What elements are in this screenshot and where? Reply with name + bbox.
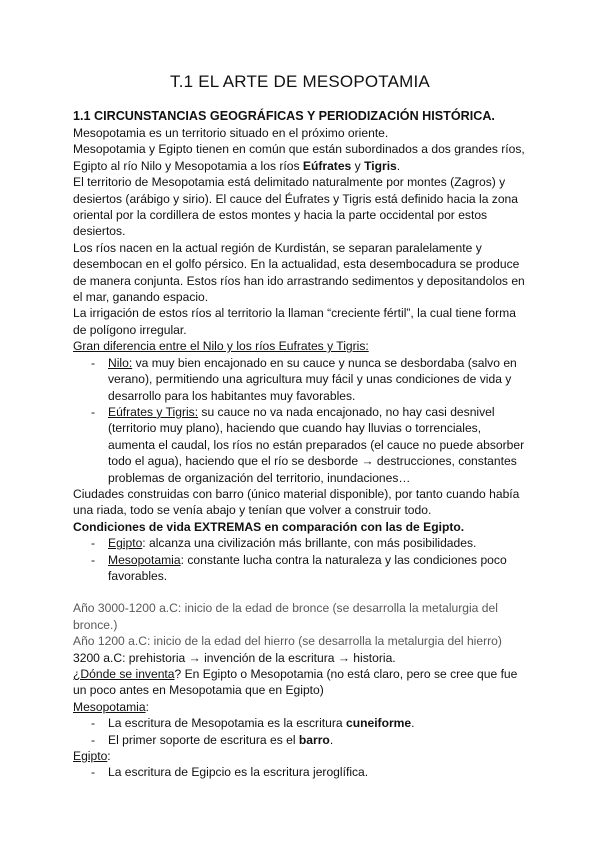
text-run: :: [107, 749, 111, 764]
paragraph: La irrigación de estos ríos al territorio la llaman “creciente fértil”, la cual tiene forma de polígono irregular.: [73, 306, 516, 337]
list-item-label: Egipto: [108, 536, 143, 551]
list-item-label: Mesopotamia: [108, 552, 181, 567]
subheading-egipto: [73, 748, 528, 764]
list-item: [91, 764, 528, 780]
mesopotamia-list: [73, 715, 528, 748]
text-run: .: [329, 732, 334, 747]
subheading-label: Mesopotamia: [73, 699, 146, 714]
chronology-line: Año 3000-1200 a.C: inicio de la edad de bronce (se desarrolla la metalurgia del bronce.): [73, 601, 498, 632]
list-item-text: : constante lucha contra la naturaleza y las condiciones poco favorables.: [108, 552, 507, 583]
list-item: [91, 715, 528, 731]
document-body: [73, 108, 528, 781]
bold-term: barro: [298, 732, 330, 747]
list-item: [91, 732, 528, 748]
difference-list: [73, 355, 528, 486]
text-run: Mesopotamia y Egipto tienen en común que están subordinados a dos grandes ríos, Egipto al río Nilo y Mesopotamia a los ríos: [73, 142, 525, 173]
page-title: T.1 EL ARTE DE MESOPOTAMIA: [170, 72, 430, 91]
paragraph: Ciudades construidas con barro (único material disponible), por tanto cuando había una riada, todo se venía abajo y tenían que volver a construir todo.: [73, 486, 520, 518]
egipto-list: [73, 764, 528, 780]
chronology-line: Año 1200 a.C: inicio de la edad del hierro (se desarrolla la metalurgia del hierro): [73, 634, 502, 649]
section-heading: 1.1 CIRCUNSTANCIAS GEOGRÁFICAS Y PERIODIZACIÓN HISTÓRICA.: [73, 109, 495, 123]
list-item-text: va muy bien encajonado en su cauce y nunca se desbordaba (salvo en verano), permitiendo una agricultura muy fácil y unas condiciones de vida y desarrollo para los habitantes muy favorables.: [108, 355, 517, 403]
list-item: [91, 355, 528, 404]
list-item-label: Eúfrates y Tigris:: [108, 404, 199, 419]
list-item: [91, 552, 528, 585]
subheading-mesopotamia: [73, 699, 528, 715]
text-run: La escritura de Mesopotamia es la escritura: [108, 716, 346, 731]
paragraph: Mesopotamia es un territorio situado en el próximo oriente.: [73, 126, 389, 140]
bold-term: cuneiforme: [345, 716, 412, 731]
text-run: y: [351, 158, 365, 173]
bold-term-eufrates: Eúfrates: [302, 158, 352, 173]
paragraph: [73, 666, 528, 699]
subheading-conditions: Condiciones de vida EXTREMAS en comparación con las de Egipto.: [73, 519, 465, 534]
conditions-list: [73, 535, 528, 584]
text-run: La escritura de Egipcio es la escritura jeroglífica.: [108, 765, 369, 780]
spacer: [73, 584, 528, 600]
paragraph: [73, 141, 528, 174]
text-run: .: [396, 158, 401, 173]
list-item: [91, 404, 528, 486]
list-item-label: Nilo:: [108, 355, 133, 370]
text-run: :: [145, 699, 149, 714]
subheading-difference: Gran diferencia entre el Nilo y los ríos Eufrates y Tigris:: [73, 339, 369, 354]
list-item-text: su cauce no va nada encajonado, no hay casi desnivel (territorio muy plano), haciendo que cuando hay lluvias o torrenciales, aumenta el caudal, los ríos no están preparados (el cauce no puede absorber todo el agua), haciendo que el río se desborde → destrucciones, constantes problemas de organización del territorio, inundaciones…: [108, 404, 525, 485]
list-item: [91, 535, 528, 551]
text-run: ? En Egipto o Mesopotamia (no está claro, pero se cree que fue un poco antes en Mesopotamia que en Egipto): [73, 667, 518, 698]
chronology-line: 3200 a.C: prehistoria → invención de la escritura → historia.: [73, 650, 396, 665]
paragraph: Los ríos nacen en la actual región de Kurdistán, se separan paralelamente y desembocan en el golfo pérsico. En la actualidad, esta desembocadura se produce de manera conjunta. Estos ríos han ido arrastrando sedimentos y depositandolos en el mar, ganando espacio.: [73, 240, 525, 305]
paragraph: El territorio de Mesopotamia está delimitado naturalmente por montes (Zagros) y desiertos (arábigo y sirio). El cauce del Éufrates y Tigris está definido hacia la zona oriental por la cordillera de estos montes y hacia la parte occidental por estos desiertos.: [73, 175, 519, 239]
question-text: ¿Dónde se inventa: [73, 667, 175, 681]
list-item-text: : alcanza una civilización más brillante, con más posibilidades.: [142, 536, 477, 551]
text-run: .: [411, 716, 415, 731]
bold-term-tigris: Tigris: [364, 158, 397, 173]
text-run: El primer soporte de escritura es el: [108, 732, 299, 747]
subheading-label: Egipto: [73, 749, 108, 764]
